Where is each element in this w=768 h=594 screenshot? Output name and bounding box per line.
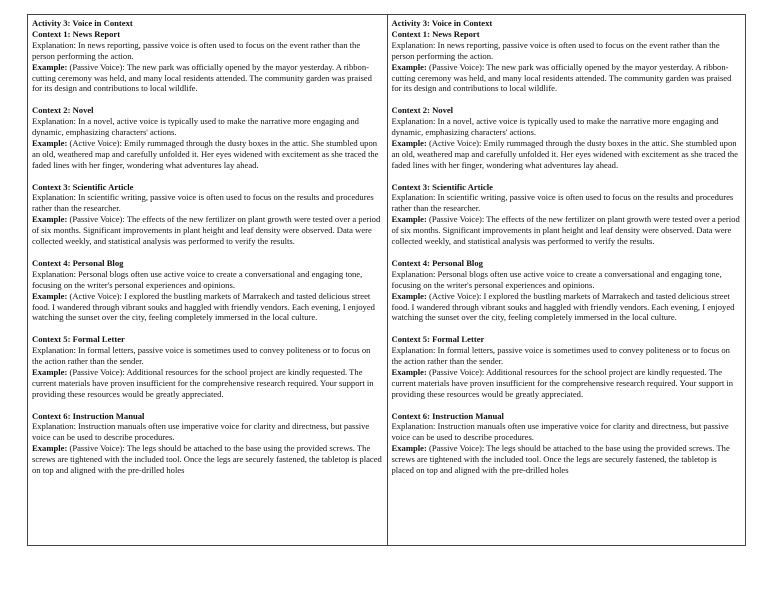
example-text: (Passive Voice): Additional resources for the school project are kindly requested. The current materials have proven insufficient for the comprehensive research required. Your support in providing these resources would be greatly appreciated. (32, 366, 374, 399)
example-label: Example: (391, 443, 427, 454)
context-title: Context 1: News Report (391, 28, 480, 39)
context-section (392, 411, 742, 476)
context-title: Context 2: Novel (32, 105, 94, 116)
context-title: Context 6: Instruction Manual (32, 410, 145, 421)
context-example (392, 443, 742, 476)
context-explanation: Explanation: Personal blogs often use active voice to create a conversational and engaging tone, focusing on the writer's personal experiences and opinions. (391, 268, 722, 290)
context-example (392, 291, 742, 324)
example-text: (Passive Voice): The new park was officially opened by the mayor yesterday. A ribbon-cutting ceremony was held, and many local residents attended. The community garden was praised for its design and contributions to local wildlife. (391, 61, 732, 94)
example-label: Example: (391, 366, 427, 377)
context-section (392, 29, 742, 94)
context-section (32, 334, 383, 399)
example-text: (Passive Voice): The effects of the new fertilizer on plant growth were tested over a period of six months. Significant improvements in plant height and leaf density were observed. Data were collected weekly, and statistical analysis was performed to verify the results. (32, 214, 381, 247)
example-label: Example: (32, 137, 68, 148)
context-section (392, 258, 742, 323)
context-title: Context 5: Formal Letter (391, 334, 485, 345)
context-explanation: Explanation: In scientific writing, passive voice is often used to focus on the results and procedures rather than the researcher. (32, 192, 374, 214)
example-label: Example: (391, 290, 427, 301)
example-label: Example: (32, 290, 68, 301)
context-example (32, 214, 383, 247)
context-explanation: Explanation: In scientific writing, passive voice is often used to focus on the results and procedures rather than the researcher. (391, 192, 734, 214)
example-label: Example: (32, 366, 68, 377)
example-text: (Active Voice): Emily rummaged through the dusty boxes in the attic. She stumbled upon an old, weathered map and carefully unfolded it. Her eyes widened with excitement as she traced the faded lines with her finger, wondering what adventures lay ahead. (391, 137, 738, 170)
context-section (392, 334, 742, 399)
context-example (32, 291, 383, 324)
context-title: Context 4: Personal Blog (32, 257, 124, 268)
context-example (32, 443, 383, 476)
context-explanation: Explanation: Instruction manuals often use imperative voice for clarity and directness, but passive voice can be used to describe procedures. (391, 421, 729, 443)
context-explanation: Explanation: In formal letters, passive voice is sometimes used to convey politeness or to focus on the action rather than the sender. (391, 345, 730, 367)
activity-title: Activity 3: Voice in Context (391, 18, 493, 28)
example-label: Example: (391, 137, 427, 148)
example-label: Example: (32, 214, 68, 225)
example-text: (Active Voice): I explored the bustling markets of Marrakech and tasted delicious street food. I wandered through vibrant souks and haggled with friendly vendors. Each evening, I enjoyed watching the sunset over the city, feeling completely immersed in the local culture. (32, 290, 375, 323)
context-section (32, 258, 383, 323)
context-section (32, 105, 383, 170)
context-example (392, 138, 742, 171)
context-title: Context 3: Scientific Article (32, 181, 134, 192)
context-example (32, 62, 383, 95)
context-section (32, 29, 383, 94)
example-label: Example: (391, 214, 427, 225)
example-text: (Passive Voice): The legs should be attached to the base using the provided screws. The screws are tightened with the included tool. Once the legs are securely fastened, the tabletop is placed on top and aligned with the pre-drilled holes (32, 443, 382, 476)
context-title: Context 6: Instruction Manual (391, 410, 504, 421)
context-example (392, 214, 742, 247)
context-explanation: Explanation: In news reporting, passive voice is often used to focus on the event rather than the person performing the action. (32, 39, 361, 61)
example-text: (Passive Voice): The legs should be attached to the base using the provided screws. The screws are tightened with the included tool. Once the legs are securely fastened, the tabletop is placed on top and aligned with the pre-drilled holes (391, 443, 730, 476)
example-text: (Passive Voice): Additional resources for the school project are kindly requested. The current materials have proven insufficient for the comprehensive research required. Your support in providing these resources would be greatly appreciated. (391, 366, 734, 399)
context-section (32, 182, 383, 247)
context-example (32, 367, 383, 400)
context-title: Context 5: Formal Letter (32, 334, 125, 345)
example-text: (Passive Voice): The new park was officially opened by the mayor yesterday. A ribbon-cutting ceremony was held, and many local residents attended. The community garden was praised for its design and contributions to local wildlife. (32, 61, 372, 94)
example-label: Example: (32, 61, 68, 72)
context-explanation: Explanation: In a novel, active voice is typically used to make the narrative more engaging and dynamic, emphasizing characters' actions. (32, 116, 359, 138)
context-title: Context 4: Personal Blog (391, 257, 483, 268)
context-title: Context 1: News Report (32, 28, 121, 39)
context-explanation: Explanation: In news reporting, passive voice is often used to focus on the event rather than the person performing the action. (391, 39, 720, 61)
context-section (392, 182, 742, 247)
context-explanation: Explanation: In formal letters, passive voice is sometimes used to convey politeness or to focus on the action rather than the sender. (32, 345, 371, 367)
example-label: Example: (391, 61, 427, 72)
context-example (392, 367, 742, 400)
example-text: (Active Voice): Emily rummaged through the dusty boxes in the attic. She stumbled upon an old, weathered map and carefully unfolded it. Her eyes widened with excitement as she traced the faded lines with her finger, wondering what adventures lay ahead. (32, 137, 379, 170)
example-label: Example: (32, 443, 68, 454)
example-text: (Active Voice): I explored the bustling markets of Marrakech and tasted delicious street food. I wandered through vibrant souks and haggled with friendly vendors. Each evening, I enjoyed watching the sunset over the city, feeling completely immersed in the local culture. (391, 290, 735, 323)
context-example (392, 62, 742, 95)
context-section (392, 105, 742, 170)
context-section (32, 411, 383, 476)
context-explanation: Explanation: Personal blogs often use active voice to create a conversational and engaging tone, focusing on the writer's personal experiences and opinions. (32, 268, 363, 290)
left-column (28, 15, 387, 545)
context-title: Context 3: Scientific Article (391, 181, 493, 192)
context-example (32, 138, 383, 171)
activity-title: Activity 3: Voice in Context (32, 18, 133, 28)
activity-table (27, 14, 746, 546)
context-explanation: Explanation: Instruction manuals often use imperative voice for clarity and directness, but passive voice can be used to describe procedures. (32, 421, 370, 443)
context-explanation: Explanation: In a novel, active voice is typically used to make the narrative more engaging and dynamic, emphasizing characters' actions. (391, 116, 719, 138)
right-column (387, 15, 746, 545)
context-title: Context 2: Novel (391, 105, 454, 116)
example-text: (Passive Voice): The effects of the new fertilizer on plant growth were tested over a period of six months. Significant improvements in plant height and leaf density were observed. Data were collected weekly, and statistical analysis was performed to verify the results. (391, 214, 740, 247)
